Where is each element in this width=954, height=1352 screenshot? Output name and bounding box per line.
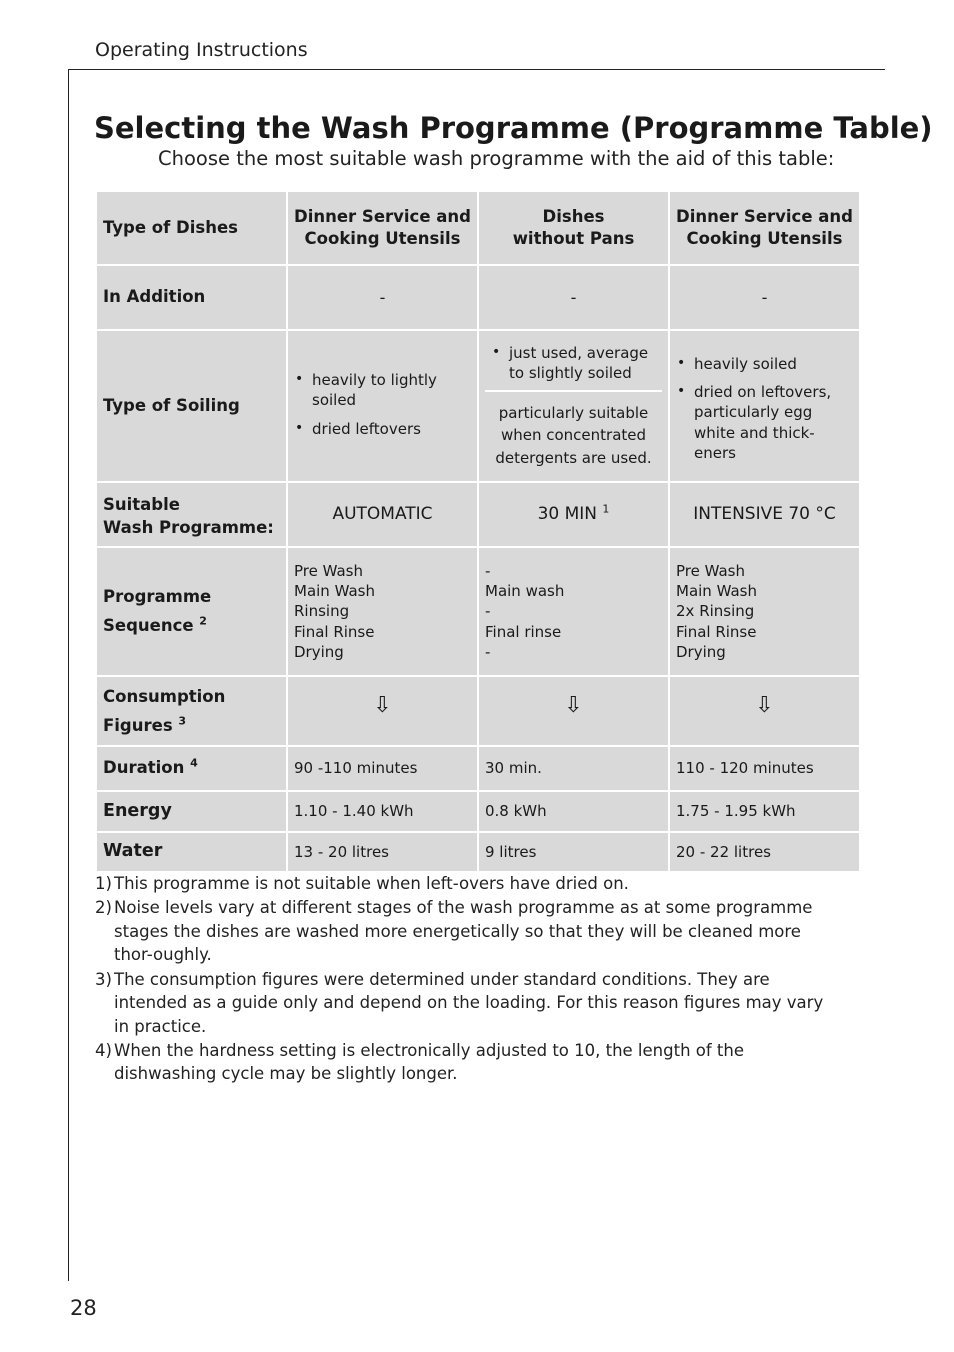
sequence-step: Drying bbox=[294, 642, 344, 661]
row-type-of-soiling bbox=[96, 330, 860, 482]
soiling-item: • dried leftovers bbox=[312, 419, 471, 439]
dishes-line-2: Cooking Utensils bbox=[686, 229, 843, 248]
header-rule bbox=[68, 69, 885, 70]
row-label-type-of-soiling: Type of Soiling bbox=[96, 330, 287, 482]
row-label-type-of-dishes: Type of Dishes bbox=[96, 191, 287, 265]
row-label-line-1: Consumption bbox=[103, 687, 226, 707]
consumption-cell bbox=[287, 676, 478, 746]
arrow-down-icon: ⇩ bbox=[564, 693, 583, 718]
section-header: Operating Instructions bbox=[95, 39, 308, 61]
sequence-step: - bbox=[485, 602, 491, 621]
arrow-down-icon: ⇩ bbox=[373, 693, 392, 718]
row-label-suitable-programme bbox=[96, 482, 287, 547]
energy-value: 1.75 - 1.95 kWh bbox=[669, 791, 860, 832]
programme-label: AUTOMATIC bbox=[332, 504, 433, 525]
row-label-programme-sequence bbox=[96, 547, 287, 676]
sequence-step: 2x Rinsing bbox=[676, 602, 755, 621]
soiling-item: • dried on leftovers, particularly egg white and thick-eners bbox=[694, 382, 853, 463]
row-label-energy: Energy bbox=[96, 791, 287, 832]
consumption-cell bbox=[669, 676, 860, 746]
sequence-cell bbox=[669, 547, 860, 676]
sequence-cell bbox=[478, 547, 669, 676]
footnote bbox=[95, 896, 835, 966]
in-addition-cell: - bbox=[478, 265, 669, 330]
footnote-text: This programme is not suitable when left-overs have dried on. bbox=[114, 874, 629, 893]
footnote-ref: 3 bbox=[178, 714, 187, 728]
programme-label: 30 MIN bbox=[537, 504, 598, 525]
programme-name bbox=[478, 482, 669, 547]
programme-name bbox=[287, 482, 478, 547]
sequence-step: Pre Wash bbox=[294, 561, 364, 580]
row-label-line-1: Programme bbox=[103, 586, 212, 606]
footnote-number: 4) bbox=[95, 1040, 112, 1060]
dishes-cell bbox=[478, 191, 669, 265]
footnotes bbox=[95, 872, 835, 1087]
energy-value: 1.10 - 1.40 kWh bbox=[287, 791, 478, 832]
sequence-step: Pre Wash bbox=[676, 561, 746, 580]
soiling-item: • heavily to lightly soiled bbox=[312, 370, 471, 411]
row-programme-sequence bbox=[96, 547, 860, 676]
row-label-text: Duration bbox=[103, 758, 185, 778]
programme-name bbox=[669, 482, 860, 547]
duration-value: 90 -110 minutes bbox=[287, 746, 478, 791]
dishes-line-1: Dishes bbox=[542, 206, 605, 226]
row-label-line-1: Suitable bbox=[103, 495, 180, 515]
row-label-duration bbox=[96, 746, 287, 791]
programme-footnote-ref: 1 bbox=[602, 502, 610, 516]
soiling-cell bbox=[478, 330, 669, 482]
sequence-cell bbox=[287, 547, 478, 676]
row-label-line-2: Wash Programme: bbox=[103, 517, 274, 537]
row-energy bbox=[96, 791, 860, 832]
row-label-line-2: Sequence bbox=[103, 615, 194, 635]
dishes-line-2: Cooking Utensils bbox=[304, 229, 461, 248]
footnote bbox=[95, 1039, 835, 1086]
duration-value: 110 - 120 minutes bbox=[669, 746, 860, 791]
row-consumption-figures bbox=[96, 676, 860, 746]
programme-label: INTENSIVE 70 °C bbox=[693, 504, 836, 525]
intro-text: Choose the most suitable wash programme with the aid of this table: bbox=[158, 147, 835, 170]
sequence-step: Main Wash bbox=[676, 582, 757, 601]
row-water bbox=[96, 832, 860, 872]
footnote-text: When the hardness setting is electronically adjusted to 10, the length of the dishwashing cycle may be slightly longer. bbox=[114, 1040, 744, 1084]
duration-value: 30 min. bbox=[478, 746, 669, 791]
footnote-ref: 2 bbox=[199, 614, 207, 627]
consumption-cell bbox=[478, 676, 669, 746]
water-value: 20 - 22 litres bbox=[669, 832, 860, 872]
footnote-text: Noise levels vary at different stages of the wash programme as at some programme stages the dishes are washed more energetically so that they will be cleaned more thor-oughly. bbox=[114, 898, 813, 965]
page-title: Selecting the Wash Programme (Programme Table) bbox=[94, 111, 933, 146]
row-label-line-2: Figures bbox=[103, 716, 173, 735]
in-addition-cell: - bbox=[669, 265, 860, 330]
energy-value: 0.8 kWh bbox=[478, 791, 669, 832]
sequence-step: - bbox=[485, 642, 491, 661]
footnote bbox=[95, 872, 835, 895]
dishes-line-1: Dinner Service and bbox=[676, 206, 853, 226]
dishes-cell bbox=[669, 191, 860, 265]
row-label-consumption-figures bbox=[96, 676, 287, 746]
margin-rule bbox=[68, 69, 69, 1281]
sequence-step: Main Wash bbox=[294, 582, 375, 601]
footnote-number: 3) bbox=[95, 969, 112, 989]
dishes-cell bbox=[287, 191, 478, 265]
row-label-in-addition: In Addition bbox=[96, 265, 287, 330]
row-label-water: Water bbox=[96, 832, 287, 872]
row-in-addition bbox=[96, 265, 860, 330]
sequence-step: Rinsing bbox=[294, 602, 350, 621]
sequence-step: - bbox=[485, 561, 491, 580]
programme-table bbox=[95, 190, 861, 873]
footnote-text: The consumption figures were determined under standard conditions. They are intended as a guide only and depend on the loading. For this reason figures may vary in practice. bbox=[114, 969, 824, 1036]
soiling-cell bbox=[287, 330, 478, 482]
soiling-cell bbox=[669, 330, 860, 482]
page-number: 28 bbox=[70, 1296, 97, 1320]
water-value: 13 - 20 litres bbox=[287, 832, 478, 872]
sequence-step: Final Rinse bbox=[676, 622, 757, 641]
sequence-step: Drying bbox=[676, 642, 726, 661]
footnote-number: 2) bbox=[95, 898, 112, 918]
footnote-number: 1) bbox=[95, 874, 112, 893]
in-addition-cell: - bbox=[287, 265, 478, 330]
row-type-of-dishes bbox=[96, 191, 860, 265]
soiling-note: particularly suitable when concentrated detergents are used. bbox=[485, 390, 662, 478]
sequence-step: Main wash bbox=[485, 582, 565, 601]
soiling-item: • heavily soiled bbox=[694, 354, 853, 374]
row-suitable-programme bbox=[96, 482, 860, 547]
soiling-list bbox=[676, 354, 853, 463]
soiling-item: • just used, average to slightly soiled bbox=[509, 343, 656, 384]
arrow-down-icon: ⇩ bbox=[755, 693, 774, 718]
dishes-line-2: without Pans bbox=[512, 229, 635, 248]
footnote bbox=[95, 968, 835, 1038]
water-value: 9 litres bbox=[478, 832, 669, 872]
footnote-ref: 4 bbox=[190, 756, 198, 770]
sequence-step: Final rinse bbox=[485, 622, 562, 641]
soiling-upper bbox=[485, 335, 662, 390]
row-duration bbox=[96, 746, 860, 791]
sequence-step: Final Rinse bbox=[294, 622, 375, 641]
dishes-line-1: Dinner Service and bbox=[294, 206, 471, 226]
soiling-list bbox=[294, 370, 471, 439]
soiling-list bbox=[491, 343, 656, 384]
